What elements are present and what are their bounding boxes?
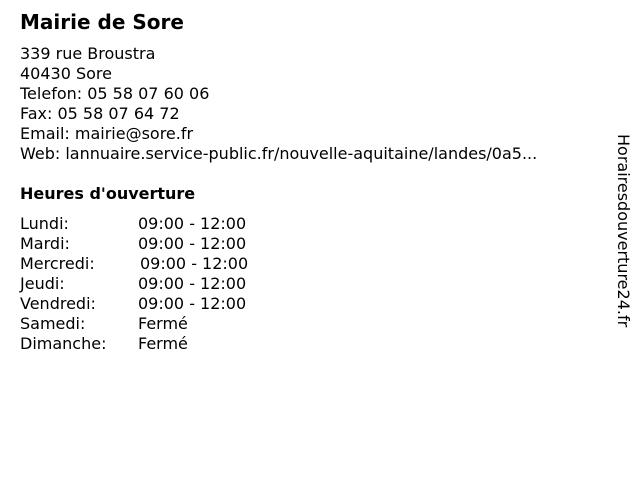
day-hours: 09:00 - 12:00 bbox=[138, 234, 247, 253]
day-label: Dimanche: bbox=[20, 334, 107, 353]
day-label: Jeudi: bbox=[20, 274, 65, 293]
site-watermark: Horairesdouverture24.fr bbox=[614, 134, 633, 328]
business-name: Mairie de Sore bbox=[20, 10, 184, 34]
contact-info bbox=[20, 44, 537, 164]
address-street: 339 rue Broustra bbox=[20, 44, 156, 63]
day-hours: 09:00 - 12:00 bbox=[138, 274, 247, 293]
day-label: Mercredi: bbox=[20, 254, 95, 273]
day-hours: Fermé bbox=[138, 314, 188, 333]
day-label: Lundi: bbox=[20, 214, 69, 233]
fax-number: Fax: 05 58 07 64 72 bbox=[20, 104, 180, 123]
website-link: Web: lannuaire.service-public.fr/nouvelle-aquitaine/landes/0a5... bbox=[20, 144, 538, 163]
opening-hours-heading: Heures d'ouverture bbox=[20, 184, 196, 203]
day-hours: Fermé bbox=[138, 334, 188, 353]
email-address: Email: mairie@sore.fr bbox=[20, 124, 194, 143]
day-label: Mardi: bbox=[20, 234, 70, 253]
day-hours: 09:00 - 12:00 bbox=[138, 214, 247, 233]
day-hours: 09:00 - 12:00 bbox=[138, 294, 247, 313]
phone-number: Telefon: 05 58 07 60 06 bbox=[20, 84, 210, 103]
address-city: 40430 Sore bbox=[20, 64, 112, 83]
day-hours: 09:00 - 12:00 bbox=[140, 254, 249, 273]
day-label: Vendredi: bbox=[20, 294, 96, 313]
day-label: Samedi: bbox=[20, 314, 86, 333]
